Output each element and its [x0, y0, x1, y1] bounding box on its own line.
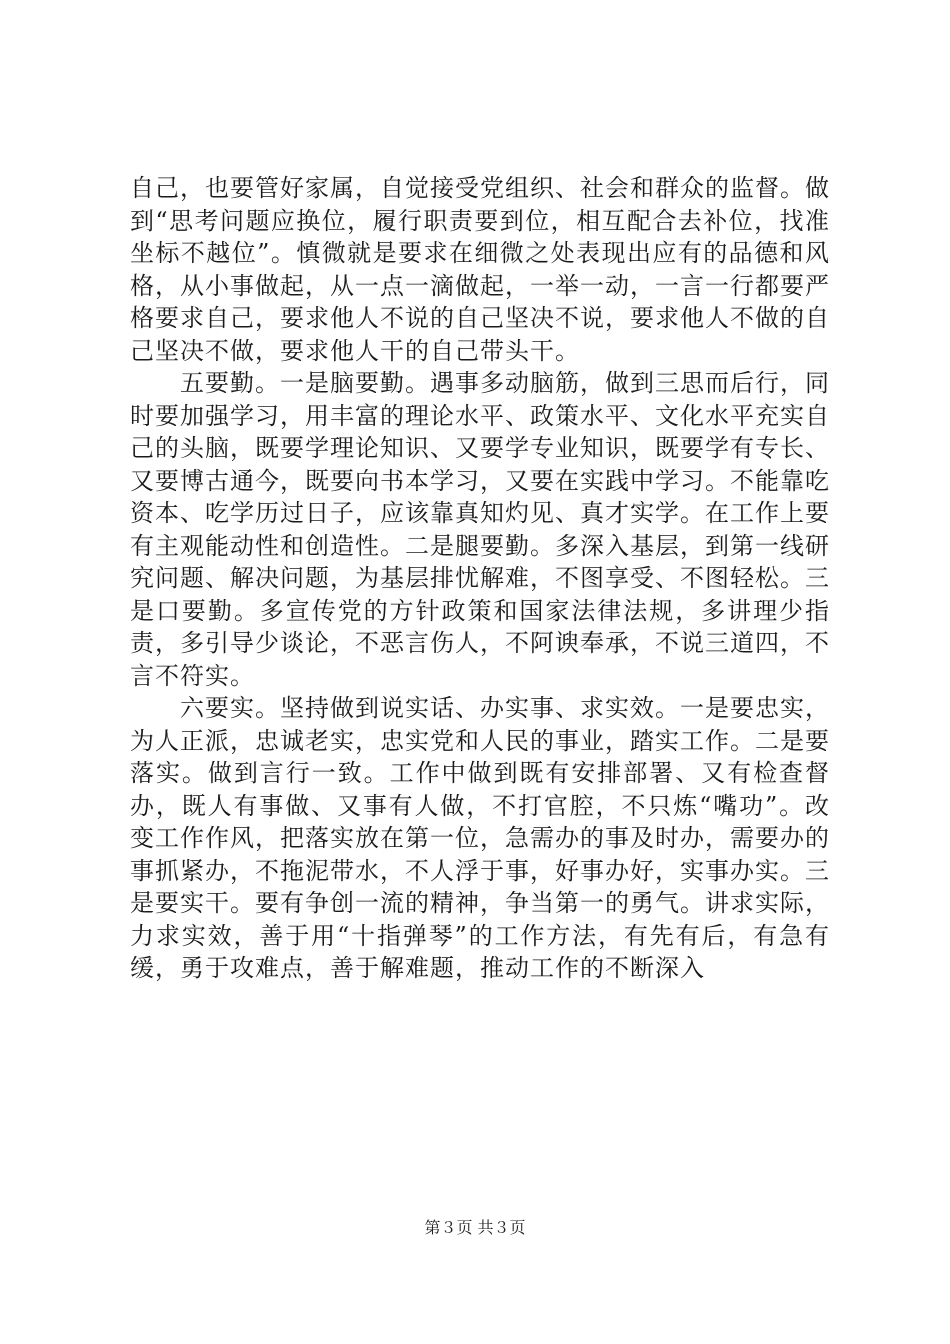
paragraph-2: 五要勤。一是脑要勤。遇事多动脑筋，做到三思而后行，同时要加强学习，用丰富的理论水平、政策水平、文化水平充实自己的头脑，既要学理论知识、又要学专业知识，既要学有专长、又要博古通今，既要向书本学习，又要在实践中学习。不能靠吃资本、吃学历过日子，应该靠真知灼见、真才实学。在工作上要有主观能动性和创造性。二是腿要勤。多深入基层，到第一线研究问题、解决问题，为基层排忧解难，不图享受、不图轻松。三是口要勤。多宣传党的方针政策和国家法律法规，多讲理少指责，多引导少谈论，不恶言伤人，不阿谀奉承，不说三道四，不言不符实。: [130, 369, 830, 690]
paragraph-1: 自己，也要管好家属，自觉接受党组织、社会和群众的监督。做到“思考问题应换位，履行职责要到位，相互配合去补位，找准坐标不越位”。慎微就是要求在细微之处表现出应有的品德和风格，从小事做起，从一点一滴做起，一举一动，一言一行都要严格要求自己，要求他人不说的自己坚决不说，要求他人不做的自己坚决不做，要求他人干的自己带头干。: [130, 174, 830, 365]
document-body: [130, 172, 830, 985]
paragraph-3: 六要实。坚持做到说实话、办实事、求实效。一是要忠实，为人正派，忠诚老实，忠实党和人民的事业，踏实工作。二是要落实。做到言行一致。工作中做到既有安排部署、又有检查督办，既人有事做、又事有人做，不打官腔，不只炼“嘴功”。改变工作作风，把落实放在第一位，急需办的事及时办，需要办的事抓紧办，不拖泥带水，不人浮于事，好事办好，实事办实。三是要实干。要有争创一流的精神，争当第一的勇气。讲求实际，力求实效，善于用“十指弹琴”的工作方法，有先有后，有急有缓，勇于攻难点，善于解难题，推动工作的不断深入: [130, 694, 830, 982]
page-number-footer: 第３页 共３页: [424, 1218, 526, 1237]
